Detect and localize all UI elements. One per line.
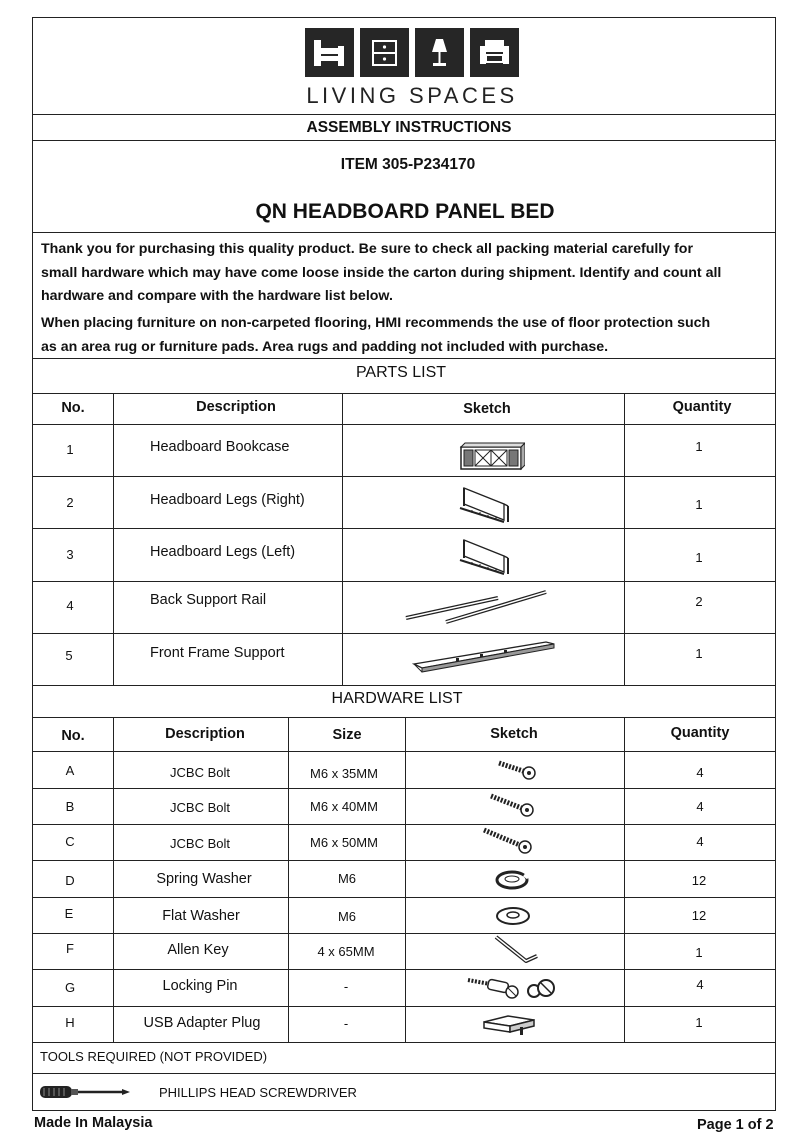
allen-key-icon	[493, 934, 541, 968]
hardware-header-quantity: Quantity	[670, 725, 730, 741]
bolt-icon	[488, 792, 538, 820]
rail-icon	[400, 584, 552, 626]
intro-paragraph-1: Thank you for purchasing this quality product. Be sure to check all packing material carefully for small hardware which may have come loose inside the carton during shipment. Identify and count all hardware and compare with the hardware list below.	[41, 241, 722, 304]
page-number: Page 1 of 2	[697, 1117, 774, 1133]
bolt-icon	[481, 826, 537, 858]
locking-pin-icon	[466, 972, 556, 1006]
page-frame	[32, 17, 776, 1111]
hardware-header-description: Description	[165, 726, 245, 742]
headboard-leg-icon	[458, 484, 514, 524]
screwdriver-icon	[38, 1083, 132, 1101]
brand-name: LIVING SPACES	[306, 83, 518, 108]
item-number: ITEM 305-P234170	[340, 156, 476, 173]
headboard-leg-icon	[458, 536, 514, 576]
hardware-header-sketch: Sketch	[490, 726, 538, 742]
hardware-header-size: Size	[332, 727, 362, 743]
parts-header-description: Description	[196, 399, 276, 415]
usb-plug-icon	[480, 1010, 542, 1040]
tool-item: PHILLIPS HEAD SCREWDRIVER	[159, 1085, 357, 1100]
parts-header-no: No.	[61, 400, 85, 416]
intro-paragraph-2: When placing furniture on non-carpeted flooring, HMI recommends the use of floor protection such as an area rug or furniture pads. Area rugs and padding not included with purchase.	[41, 315, 711, 355]
origin-label: Made In Malaysia	[34, 1115, 153, 1131]
bookcase-icon	[459, 441, 525, 471]
bolt-icon	[496, 758, 540, 784]
doc-title: ASSEMBLY INSTRUCTIONS	[306, 119, 512, 136]
hardware-list-title: HARDWARE LIST	[331, 690, 463, 707]
tools-heading: TOOLS REQUIRED (NOT PROVIDED)	[40, 1049, 268, 1064]
frame-support-icon	[412, 638, 558, 678]
spring-washer-icon	[494, 869, 530, 891]
parts-header-quantity: Quantity	[672, 399, 732, 415]
flat-washer-icon	[494, 905, 532, 927]
parts-header-sketch: Sketch	[463, 401, 511, 417]
parts-list-title: PARTS LIST	[355, 364, 447, 381]
hardware-header-no: No.	[61, 728, 85, 744]
product-name: QN HEADBOARD PANEL BED	[255, 200, 555, 223]
